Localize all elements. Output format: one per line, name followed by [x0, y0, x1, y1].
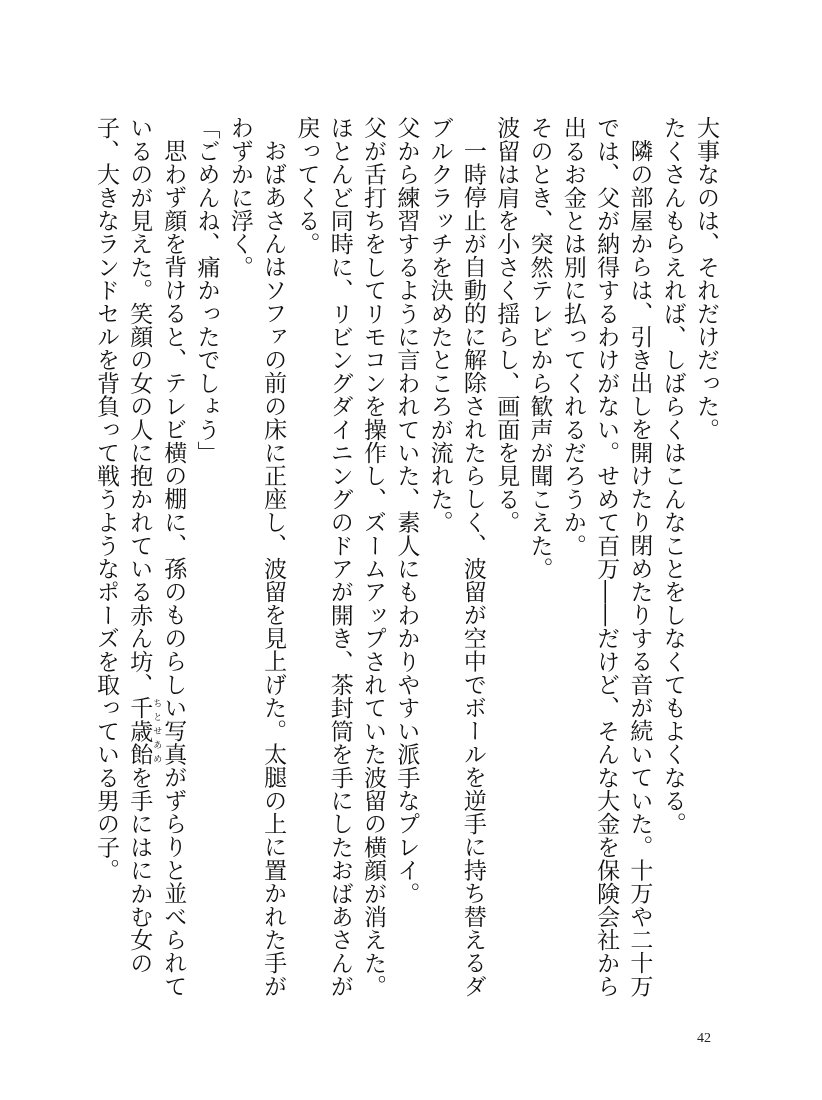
paragraph: 「ごめんね、痛かったでしょう」 [193, 116, 220, 464]
ruby-base: 千歳飴 [126, 696, 153, 766]
page-number: 42 [697, 1031, 711, 1046]
paragraph [89, 116, 190, 1011]
paragraph: たくさんもらえれば、しばらくはこんなことをしなくてもよくなる。 [659, 116, 686, 836]
paragraph: 隣の部屋からは、引き出しを開けたり閉めたりする音が続いていた。十万や二十万では、父が納得するわけがない。せめて百万――だけど、そんな大金を保険会社から出るお金とは別に払ってくれるだろうか。 [559, 116, 653, 998]
paragraph: おばあさんはソファの前の床に正座し、波留を見上げた。太腿の上に置かれた手がわずかに浮く。 [226, 116, 287, 998]
paragraph: 大事なのは、それだけだった。 [693, 116, 719, 441]
paragraph-text: 思わず顔を背けると、テレビ横の棚に、孫のものらしい写真がずらりと並べられているのが見えた。笑顔の女の人に抱かれている赤ん坊、 [126, 116, 187, 998]
paragraph: 波留は肩を小さく揺らし、画面を見る。 [493, 116, 520, 534]
paragraph: 父から練習するように言われていた、素人にもわかりやすい派手なプレイ。 [393, 116, 420, 905]
paragraph-text-continued: を手にはにかむ女の子、大きなランドセルを背負って戦うようなポーズを取っている男の子。 [92, 116, 153, 975]
ruby-reading: ちとせあめ [151, 696, 162, 766]
ruby-word [126, 696, 162, 766]
vertical-text-body [89, 116, 722, 1011]
paragraph: ほとんど同時に、リビングダイニングのドアが開き、茶封筒を手にしたおばあさんが戻ってくる。 [293, 116, 353, 998]
paragraph: そのとき、突然テレビから歓声が聞こえた。 [526, 116, 553, 580]
paragraph: 父が舌打ちをしてリモコンを操作し、ズームアップされていた波留の横顔が消えた。 [360, 116, 387, 998]
paragraph: 一時停止が自動的に解除されたらしく、波留が空中でボールを逆手に持ち替えるダブルクラッチを決めたところが流れた。 [426, 116, 486, 998]
